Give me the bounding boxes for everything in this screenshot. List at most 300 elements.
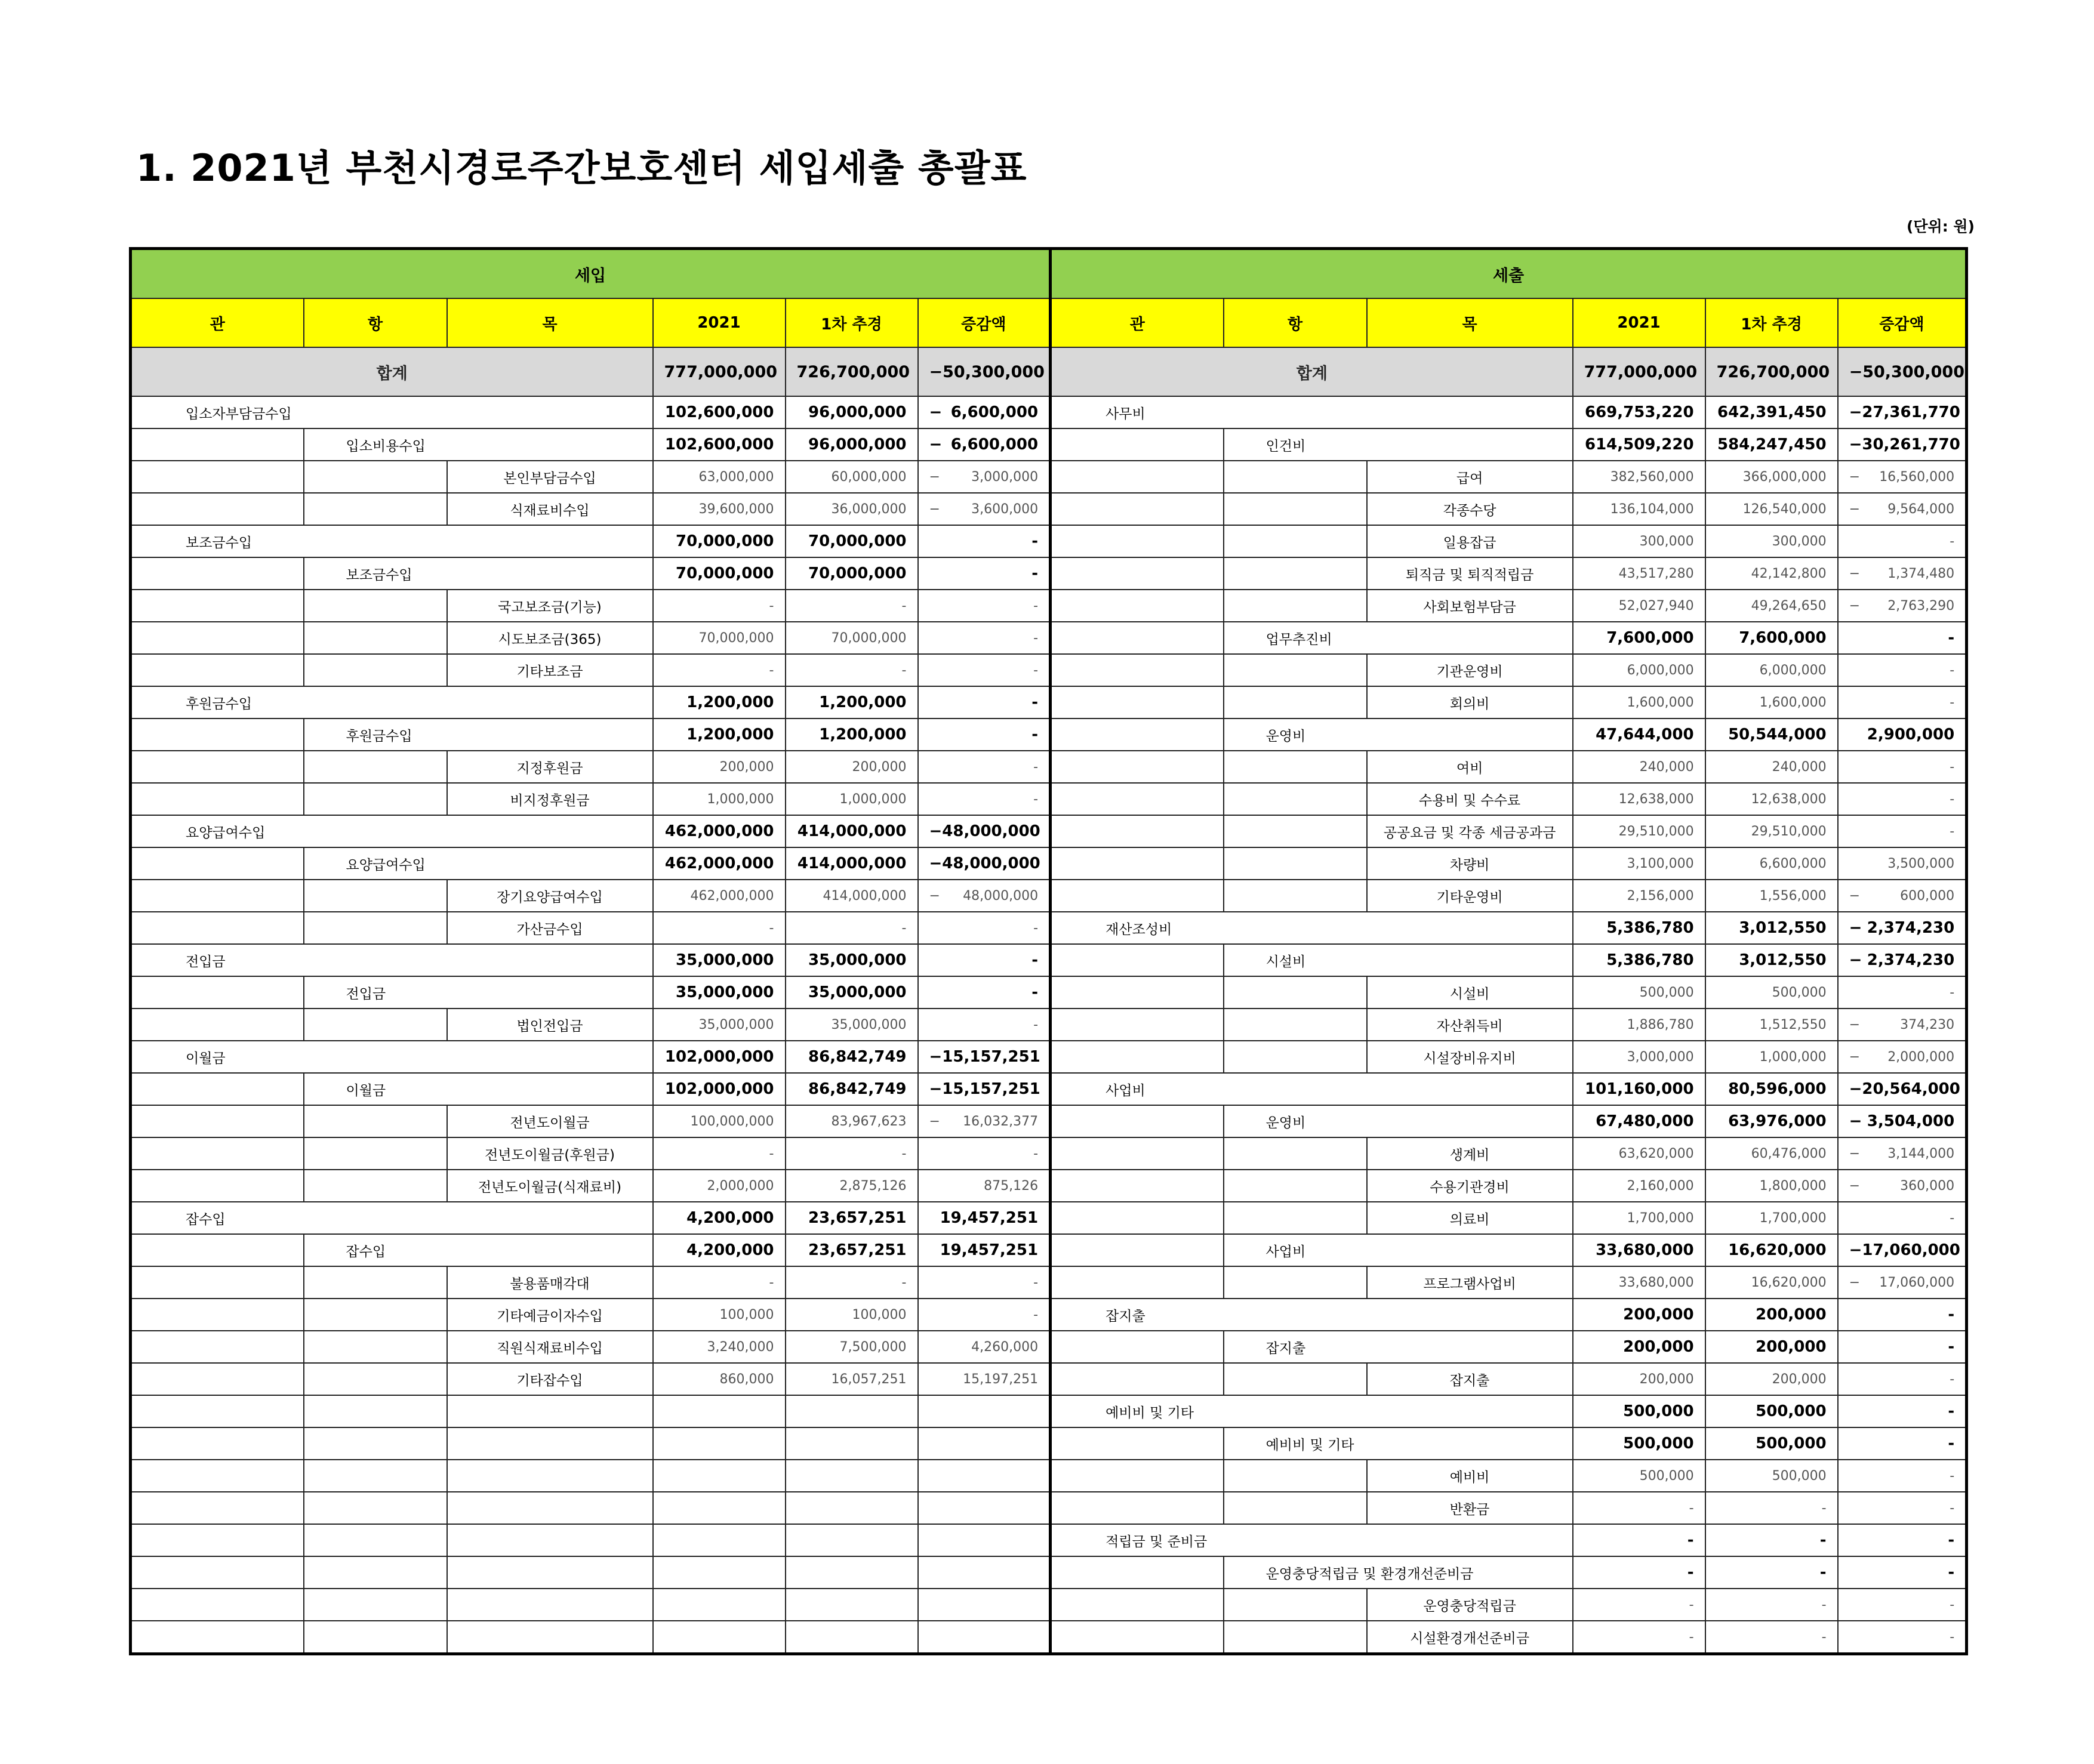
expense-empty-cell	[1051, 622, 1224, 654]
income-value-2021: 100,000	[653, 1299, 786, 1331]
expense-item-name: 예비비	[1367, 1460, 1573, 1492]
expense-diff-value: -	[1948, 1338, 1955, 1356]
expense-value-2021: -	[1573, 1492, 1705, 1524]
expense-empty-cell	[1051, 428, 1224, 461]
income-empty-cell	[131, 654, 304, 686]
expense-item-name: 사업비	[1051, 1073, 1573, 1105]
expense-diff-value: 16,560,000	[1879, 469, 1955, 485]
table-row	[131, 783, 1967, 815]
income-value-2021: 4,200,000	[653, 1202, 786, 1234]
minus-sign: −	[1849, 1080, 1862, 1098]
income-value-2021: 462,000,000	[653, 815, 786, 847]
expense-diff-value: -	[1950, 695, 1955, 710]
income-value-revised: -	[786, 654, 918, 686]
expense-value-2021: 1,700,000	[1573, 1202, 1705, 1234]
expense-diff-value: -	[1948, 1435, 1955, 1452]
income-empty-cell	[131, 1331, 304, 1363]
income-value-revised	[786, 1524, 918, 1556]
expense-value-2021: 12,638,000	[1573, 783, 1705, 815]
income-diff-value: 15,197,251	[963, 1371, 1039, 1387]
expense-value-2021: 67,480,000	[1573, 1105, 1705, 1137]
income-diff-value: -	[1033, 759, 1039, 775]
col-header-mok: 목	[1367, 298, 1573, 347]
expense-value-revised: 200,000	[1705, 1299, 1838, 1331]
expense-empty-cell	[1051, 1137, 1224, 1170]
expense-value-2021: 33,680,000	[1573, 1234, 1705, 1266]
income-empty-cell	[447, 1395, 653, 1427]
expense-diff-value: 9,564,000	[1887, 501, 1955, 517]
expense-value-revised: 1,512,550	[1705, 1009, 1838, 1041]
income-value-diff	[918, 1556, 1051, 1589]
income-value-revised: 414,000,000	[786, 847, 918, 880]
income-value-revised: 36,000,000	[786, 493, 918, 525]
expense-value-revised: 12,638,000	[1705, 783, 1838, 815]
income-diff-value: -	[1033, 598, 1039, 613]
income-value-diff	[918, 1041, 1051, 1073]
expense-diff-value: 374,230	[1900, 1017, 1955, 1032]
expense-value-diff	[1838, 590, 1967, 622]
minus-sign: −	[1849, 919, 1862, 937]
expense-empty-cell	[1051, 1363, 1224, 1395]
income-diff-value: 6,600,000	[950, 436, 1039, 454]
expense-empty-cell	[1051, 654, 1224, 686]
expense-diff-value: -	[1950, 985, 1955, 1000]
expense-value-revised: 3,012,550	[1705, 944, 1838, 976]
expense-value-diff	[1838, 1234, 1967, 1266]
expense-item-name: 운영충당적립금	[1367, 1589, 1573, 1621]
expense-item-name: 잡지출	[1051, 1299, 1573, 1331]
table-row	[131, 1363, 1967, 1395]
expense-empty-cell	[1051, 976, 1224, 1009]
expense-value-2021: -	[1573, 1621, 1705, 1654]
expense-value-diff	[1838, 1041, 1967, 1073]
income-value-2021	[653, 1460, 786, 1492]
table-row	[131, 622, 1967, 654]
income-value-2021: 462,000,000	[653, 847, 786, 880]
income-empty-cell	[131, 718, 304, 751]
expense-value-2021: -	[1573, 1524, 1705, 1556]
expense-item-name: 반환금	[1367, 1492, 1573, 1524]
income-diff-value: -	[1033, 1017, 1039, 1032]
col-header-2021: 2021	[1573, 298, 1705, 347]
expense-value-2021: -	[1573, 1556, 1705, 1589]
income-empty-cell	[304, 880, 447, 912]
income-value-diff	[918, 1589, 1051, 1621]
expense-item-name: 의료비	[1367, 1202, 1573, 1234]
expense-value-diff	[1838, 525, 1967, 557]
expense-empty-cell	[1051, 1460, 1224, 1492]
expense-value-2021: 500,000	[1573, 976, 1705, 1009]
expense-value-2021: 43,517,280	[1573, 557, 1705, 590]
expense-empty-cell	[1224, 880, 1367, 912]
expense-item-name: 수용기관경비	[1367, 1170, 1573, 1202]
expense-value-2021: 3,000,000	[1573, 1041, 1705, 1073]
expense-item-name: 예비비 및 기타	[1224, 1427, 1573, 1460]
income-value-2021	[653, 1427, 786, 1460]
income-empty-cell	[304, 1009, 447, 1041]
expense-diff-value: -	[1948, 1402, 1955, 1420]
table-row	[131, 1621, 1967, 1654]
income-empty-cell	[131, 1170, 304, 1202]
expense-diff-value: 3,500,000	[1887, 856, 1955, 871]
expense-value-diff	[1838, 718, 1967, 751]
income-value-2021: -	[653, 912, 786, 944]
income-diff-value: 48,000,000	[942, 855, 1040, 872]
expense-item-name: 잡지출	[1224, 1331, 1573, 1363]
income-item-name: 기타보조금	[447, 654, 653, 686]
income-value-2021: 200,000	[653, 751, 786, 783]
minus-sign: −	[1849, 566, 1861, 581]
income-value-diff	[918, 557, 1051, 590]
income-value-2021: 860,000	[653, 1363, 786, 1395]
expense-value-diff	[1838, 880, 1967, 912]
income-value-2021: 35,000,000	[653, 1009, 786, 1041]
income-value-2021	[653, 1395, 786, 1427]
expense-value-diff	[1838, 654, 1967, 686]
income-diff-value: -	[1033, 920, 1039, 936]
income-item-name: 보조금수입	[304, 557, 653, 590]
minus-sign: −	[929, 1114, 940, 1129]
expense-value-2021: 63,620,000	[1573, 1137, 1705, 1170]
expense-value-diff	[1838, 1363, 1967, 1395]
income-value-2021	[653, 1492, 786, 1524]
expense-value-revised: 16,620,000	[1705, 1266, 1838, 1299]
expense-value-revised: 63,976,000	[1705, 1105, 1838, 1137]
expense-empty-cell	[1051, 1331, 1224, 1363]
expense-value-diff	[1838, 1299, 1967, 1331]
expense-empty-cell	[1051, 847, 1224, 880]
income-empty-cell	[131, 1621, 304, 1654]
income-empty-cell	[131, 1299, 304, 1331]
income-value-revised: 2,875,126	[786, 1170, 918, 1202]
income-empty-cell	[304, 1363, 447, 1395]
income-item-name: 불용품매각대	[447, 1266, 653, 1299]
expense-item-name: 퇴직금 및 퇴직적립금	[1367, 557, 1573, 590]
income-value-2021: 1,000,000	[653, 783, 786, 815]
income-value-revised	[786, 1460, 918, 1492]
minus-sign: −	[929, 855, 943, 872]
income-empty-cell	[131, 847, 304, 880]
col-header-diff: 증감액	[1838, 298, 1967, 347]
expense-value-2021: 1,600,000	[1573, 686, 1705, 718]
income-value-2021: 3,240,000	[653, 1331, 786, 1363]
section-header-row	[131, 249, 1967, 299]
expense-value-revised: 50,544,000	[1705, 718, 1838, 751]
expense-value-revised: -	[1705, 1621, 1838, 1654]
income-value-revised: 96,000,000	[786, 428, 918, 461]
income-value-revised: 35,000,000	[786, 1009, 918, 1041]
table-row	[131, 944, 1967, 976]
table-row	[131, 1137, 1967, 1170]
expense-empty-cell	[1224, 751, 1367, 783]
income-empty-cell	[304, 590, 447, 622]
income-total-label: 합계	[131, 347, 653, 396]
unit-label: (단위: 원)	[1906, 218, 1975, 235]
expense-value-diff	[1838, 1589, 1967, 1621]
income-diff-value: 6,600,000	[950, 403, 1039, 421]
expense-empty-cell	[1051, 590, 1224, 622]
table-row	[131, 1234, 1967, 1266]
income-empty-cell	[131, 1427, 304, 1460]
col-header-gwan: 관	[1051, 298, 1224, 347]
expense-diff-value: 3,504,000	[1867, 1112, 1955, 1130]
expense-value-revised: 6,000,000	[1705, 654, 1838, 686]
income-value-revised: 83,967,623	[786, 1105, 918, 1137]
table-row	[131, 1009, 1967, 1041]
expense-section-header: 세출	[1051, 249, 1967, 299]
expense-diff-value: 2,900,000	[1867, 726, 1955, 744]
expense-value-revised: -	[1705, 1492, 1838, 1524]
income-value-2021: 102,000,000	[653, 1073, 786, 1105]
minus-sign: −	[1849, 1112, 1862, 1130]
expense-value-diff	[1838, 1492, 1967, 1524]
income-diff-value: 19,457,251	[940, 1241, 1039, 1259]
income-total-revised: 726,700,000	[786, 347, 918, 396]
income-value-revised: 414,000,000	[786, 815, 918, 847]
expense-value-diff	[1838, 1427, 1967, 1460]
income-diff-value: -	[1033, 1146, 1039, 1161]
expense-value-2021: 33,680,000	[1573, 1266, 1705, 1299]
expense-item-name: 운영비	[1224, 718, 1573, 751]
income-empty-cell	[131, 493, 304, 525]
expense-empty-cell	[1051, 1234, 1224, 1266]
income-empty-cell	[131, 912, 304, 944]
expense-empty-cell	[1051, 1266, 1224, 1299]
income-empty-cell	[131, 1556, 304, 1589]
expense-item-name: 각종수당	[1367, 493, 1573, 525]
income-value-diff	[918, 1137, 1051, 1170]
expense-value-diff	[1838, 1621, 1967, 1654]
expense-empty-cell	[1224, 1460, 1367, 1492]
income-diff-value: -	[1031, 983, 1039, 1001]
expense-value-diff	[1838, 1556, 1967, 1589]
expense-diff-value: 3,144,000	[1887, 1146, 1955, 1161]
expense-total-2021: 777,000,000	[1573, 347, 1705, 396]
page-title: 1. 2021년 부천시경로주간보호센터 세입세출 총괄표	[136, 146, 1027, 190]
expense-empty-cell	[1224, 815, 1367, 847]
income-item-name: 입소비용수입	[304, 428, 653, 461]
income-item-name: 보조금수입	[131, 525, 653, 557]
income-empty-cell	[304, 493, 447, 525]
table-row	[131, 1105, 1967, 1137]
expense-empty-cell	[1224, 783, 1367, 815]
expense-empty-cell	[1224, 976, 1367, 1009]
expense-value-diff	[1838, 1524, 1967, 1556]
income-item-name: 식재료비수입	[447, 493, 653, 525]
expense-value-diff	[1838, 1460, 1967, 1492]
income-value-revised: 86,842,749	[786, 1041, 918, 1073]
income-value-revised: 1,000,000	[786, 783, 918, 815]
expense-value-2021: 29,510,000	[1573, 815, 1705, 847]
income-value-2021: 35,000,000	[653, 976, 786, 1009]
expense-item-name: 시설장비유지비	[1367, 1041, 1573, 1073]
expense-empty-cell	[1224, 1170, 1367, 1202]
income-value-2021	[653, 1621, 786, 1654]
expense-item-name: 운영비	[1224, 1105, 1573, 1137]
income-value-diff	[918, 493, 1051, 525]
income-item-name: 후원금수입	[131, 686, 653, 718]
income-empty-cell	[304, 1492, 447, 1524]
expense-value-2021: 6,000,000	[1573, 654, 1705, 686]
table-row	[131, 1427, 1967, 1460]
income-empty-cell	[131, 590, 304, 622]
income-value-diff	[918, 1460, 1051, 1492]
expense-diff-value: -	[1950, 759, 1955, 775]
expense-value-diff	[1838, 461, 1967, 493]
table-row	[131, 718, 1967, 751]
expense-diff-value: -	[1950, 824, 1955, 839]
minus-sign: −	[1849, 1017, 1861, 1032]
income-diff-value: -	[1031, 532, 1039, 550]
income-diff-value: -	[1033, 1275, 1039, 1290]
income-empty-cell	[131, 1492, 304, 1524]
expense-value-revised: 1,800,000	[1705, 1170, 1838, 1202]
expense-empty-cell	[1051, 1202, 1224, 1234]
income-value-2021	[653, 1589, 786, 1621]
expense-diff-value: 17,060,000	[1879, 1275, 1955, 1290]
income-item-name: 지정후원금	[447, 751, 653, 783]
expense-value-2021: 500,000	[1573, 1395, 1705, 1427]
expense-value-diff	[1838, 622, 1967, 654]
expense-value-diff	[1838, 1073, 1967, 1105]
income-value-2021: 102,600,000	[653, 428, 786, 461]
expense-total-diff	[1838, 347, 1967, 396]
expense-value-2021: 2,160,000	[1573, 1170, 1705, 1202]
expense-value-revised: 366,000,000	[1705, 461, 1838, 493]
minus-sign: −	[929, 436, 943, 454]
expense-empty-cell	[1051, 1009, 1224, 1041]
income-empty-cell	[304, 1556, 447, 1589]
income-value-revised: 16,057,251	[786, 1363, 918, 1395]
income-value-2021: 102,000,000	[653, 1041, 786, 1073]
table-row	[131, 1266, 1967, 1299]
minus-sign: −	[1849, 1275, 1861, 1290]
expense-item-name: 운영충당적립금 및 환경개선준비금	[1224, 1556, 1573, 1589]
table-row	[131, 1492, 1967, 1524]
income-value-diff	[918, 622, 1051, 654]
table-row	[131, 847, 1967, 880]
table-row	[131, 1202, 1967, 1234]
budget-summary-table	[129, 247, 1968, 1655]
income-value-diff	[918, 912, 1051, 944]
income-value-diff	[918, 751, 1051, 783]
minus-sign: −	[929, 1080, 943, 1098]
table-row	[131, 557, 1967, 590]
income-diff-value: -	[1031, 726, 1039, 744]
expense-diff-value: 17,060,000	[1862, 1241, 1960, 1259]
table-row	[131, 686, 1967, 718]
expense-value-diff	[1838, 1395, 1967, 1427]
expense-value-revised: 6,600,000	[1705, 847, 1838, 880]
income-empty-cell	[131, 1589, 304, 1621]
income-value-2021: 102,600,000	[653, 396, 786, 428]
income-diff-value: 16,032,377	[963, 1114, 1039, 1129]
income-empty-cell	[304, 1331, 447, 1363]
income-item-name: 전년도이월금	[447, 1105, 653, 1137]
income-empty-cell	[447, 1621, 653, 1654]
minus-sign: −	[929, 822, 943, 840]
expense-value-revised: 49,264,650	[1705, 590, 1838, 622]
expense-value-revised: 584,247,450	[1705, 428, 1838, 461]
expense-diff-value: 2,374,230	[1867, 919, 1955, 937]
expense-item-name: 차량비	[1367, 847, 1573, 880]
expense-value-diff	[1838, 976, 1967, 1009]
expense-value-revised: 80,596,000	[1705, 1073, 1838, 1105]
expense-empty-cell	[1224, 1009, 1367, 1041]
expense-value-revised: 240,000	[1705, 751, 1838, 783]
expense-empty-cell	[1224, 1266, 1367, 1299]
expense-diff-value: -	[1950, 662, 1955, 678]
income-empty-cell	[131, 1137, 304, 1170]
minus-sign: −	[1849, 1146, 1861, 1161]
income-empty-cell	[304, 1105, 447, 1137]
income-value-2021: 462,000,000	[653, 880, 786, 912]
income-diff-value: 48,000,000	[942, 822, 1040, 840]
expense-empty-cell	[1051, 557, 1224, 590]
expense-item-name: 예비비 및 기타	[1051, 1395, 1573, 1427]
income-value-diff	[918, 1234, 1051, 1266]
expense-value-revised: 1,700,000	[1705, 1202, 1838, 1234]
expense-total-diff-value: 50,300,000	[1862, 362, 1965, 381]
expense-item-name: 사무비	[1051, 396, 1573, 428]
income-value-revised: 1,200,000	[786, 718, 918, 751]
income-value-revised: 7,500,000	[786, 1331, 918, 1363]
income-value-2021	[653, 1524, 786, 1556]
expense-value-2021: 136,104,000	[1573, 493, 1705, 525]
income-value-revised: 70,000,000	[786, 557, 918, 590]
income-value-diff	[918, 783, 1051, 815]
expense-value-revised: 200,000	[1705, 1363, 1838, 1395]
minus-sign: −	[929, 362, 943, 381]
expense-value-2021: 1,886,780	[1573, 1009, 1705, 1041]
income-empty-cell	[304, 1137, 447, 1170]
income-item-name: 전입금	[304, 976, 653, 1009]
expense-empty-cell	[1051, 1492, 1224, 1524]
expense-diff-value: 600,000	[1900, 888, 1955, 903]
table-row	[131, 1460, 1967, 1492]
income-empty-cell	[131, 1266, 304, 1299]
income-item-name: 잡수입	[131, 1202, 653, 1234]
expense-value-2021: 500,000	[1573, 1460, 1705, 1492]
table-row	[131, 751, 1967, 783]
expense-empty-cell	[1051, 525, 1224, 557]
expense-diff-value: 2,374,230	[1867, 951, 1955, 969]
expense-item-name: 시설환경개선준비금	[1367, 1621, 1573, 1654]
income-value-2021: 4,200,000	[653, 1234, 786, 1266]
expense-diff-value: 1,374,480	[1887, 566, 1955, 581]
expense-diff-value: -	[1948, 1563, 1955, 1581]
income-value-2021: 70,000,000	[653, 557, 786, 590]
income-item-name: 직원식재료비수입	[447, 1331, 653, 1363]
income-value-2021: 2,000,000	[653, 1170, 786, 1202]
expense-value-diff	[1838, 557, 1967, 590]
income-total-2021: 777,000,000	[653, 347, 786, 396]
expense-item-name: 생계비	[1367, 1137, 1573, 1170]
income-item-name: 후원금수입	[304, 718, 653, 751]
minus-sign: −	[1849, 1178, 1861, 1194]
table-row	[131, 493, 1967, 525]
income-value-2021: 1,200,000	[653, 718, 786, 751]
income-diff-value: 15,157,251	[942, 1080, 1040, 1098]
expense-diff-value: 2,000,000	[1887, 1049, 1955, 1065]
income-value-revised: 96,000,000	[786, 396, 918, 428]
expense-item-name: 잡지출	[1367, 1363, 1573, 1395]
expense-diff-value: 30,261,770	[1862, 436, 1960, 454]
expense-value-2021: 300,000	[1573, 525, 1705, 557]
income-value-diff	[918, 1621, 1051, 1654]
income-value-revised: 60,000,000	[786, 461, 918, 493]
expense-item-name: 적립금 및 준비금	[1051, 1524, 1573, 1556]
